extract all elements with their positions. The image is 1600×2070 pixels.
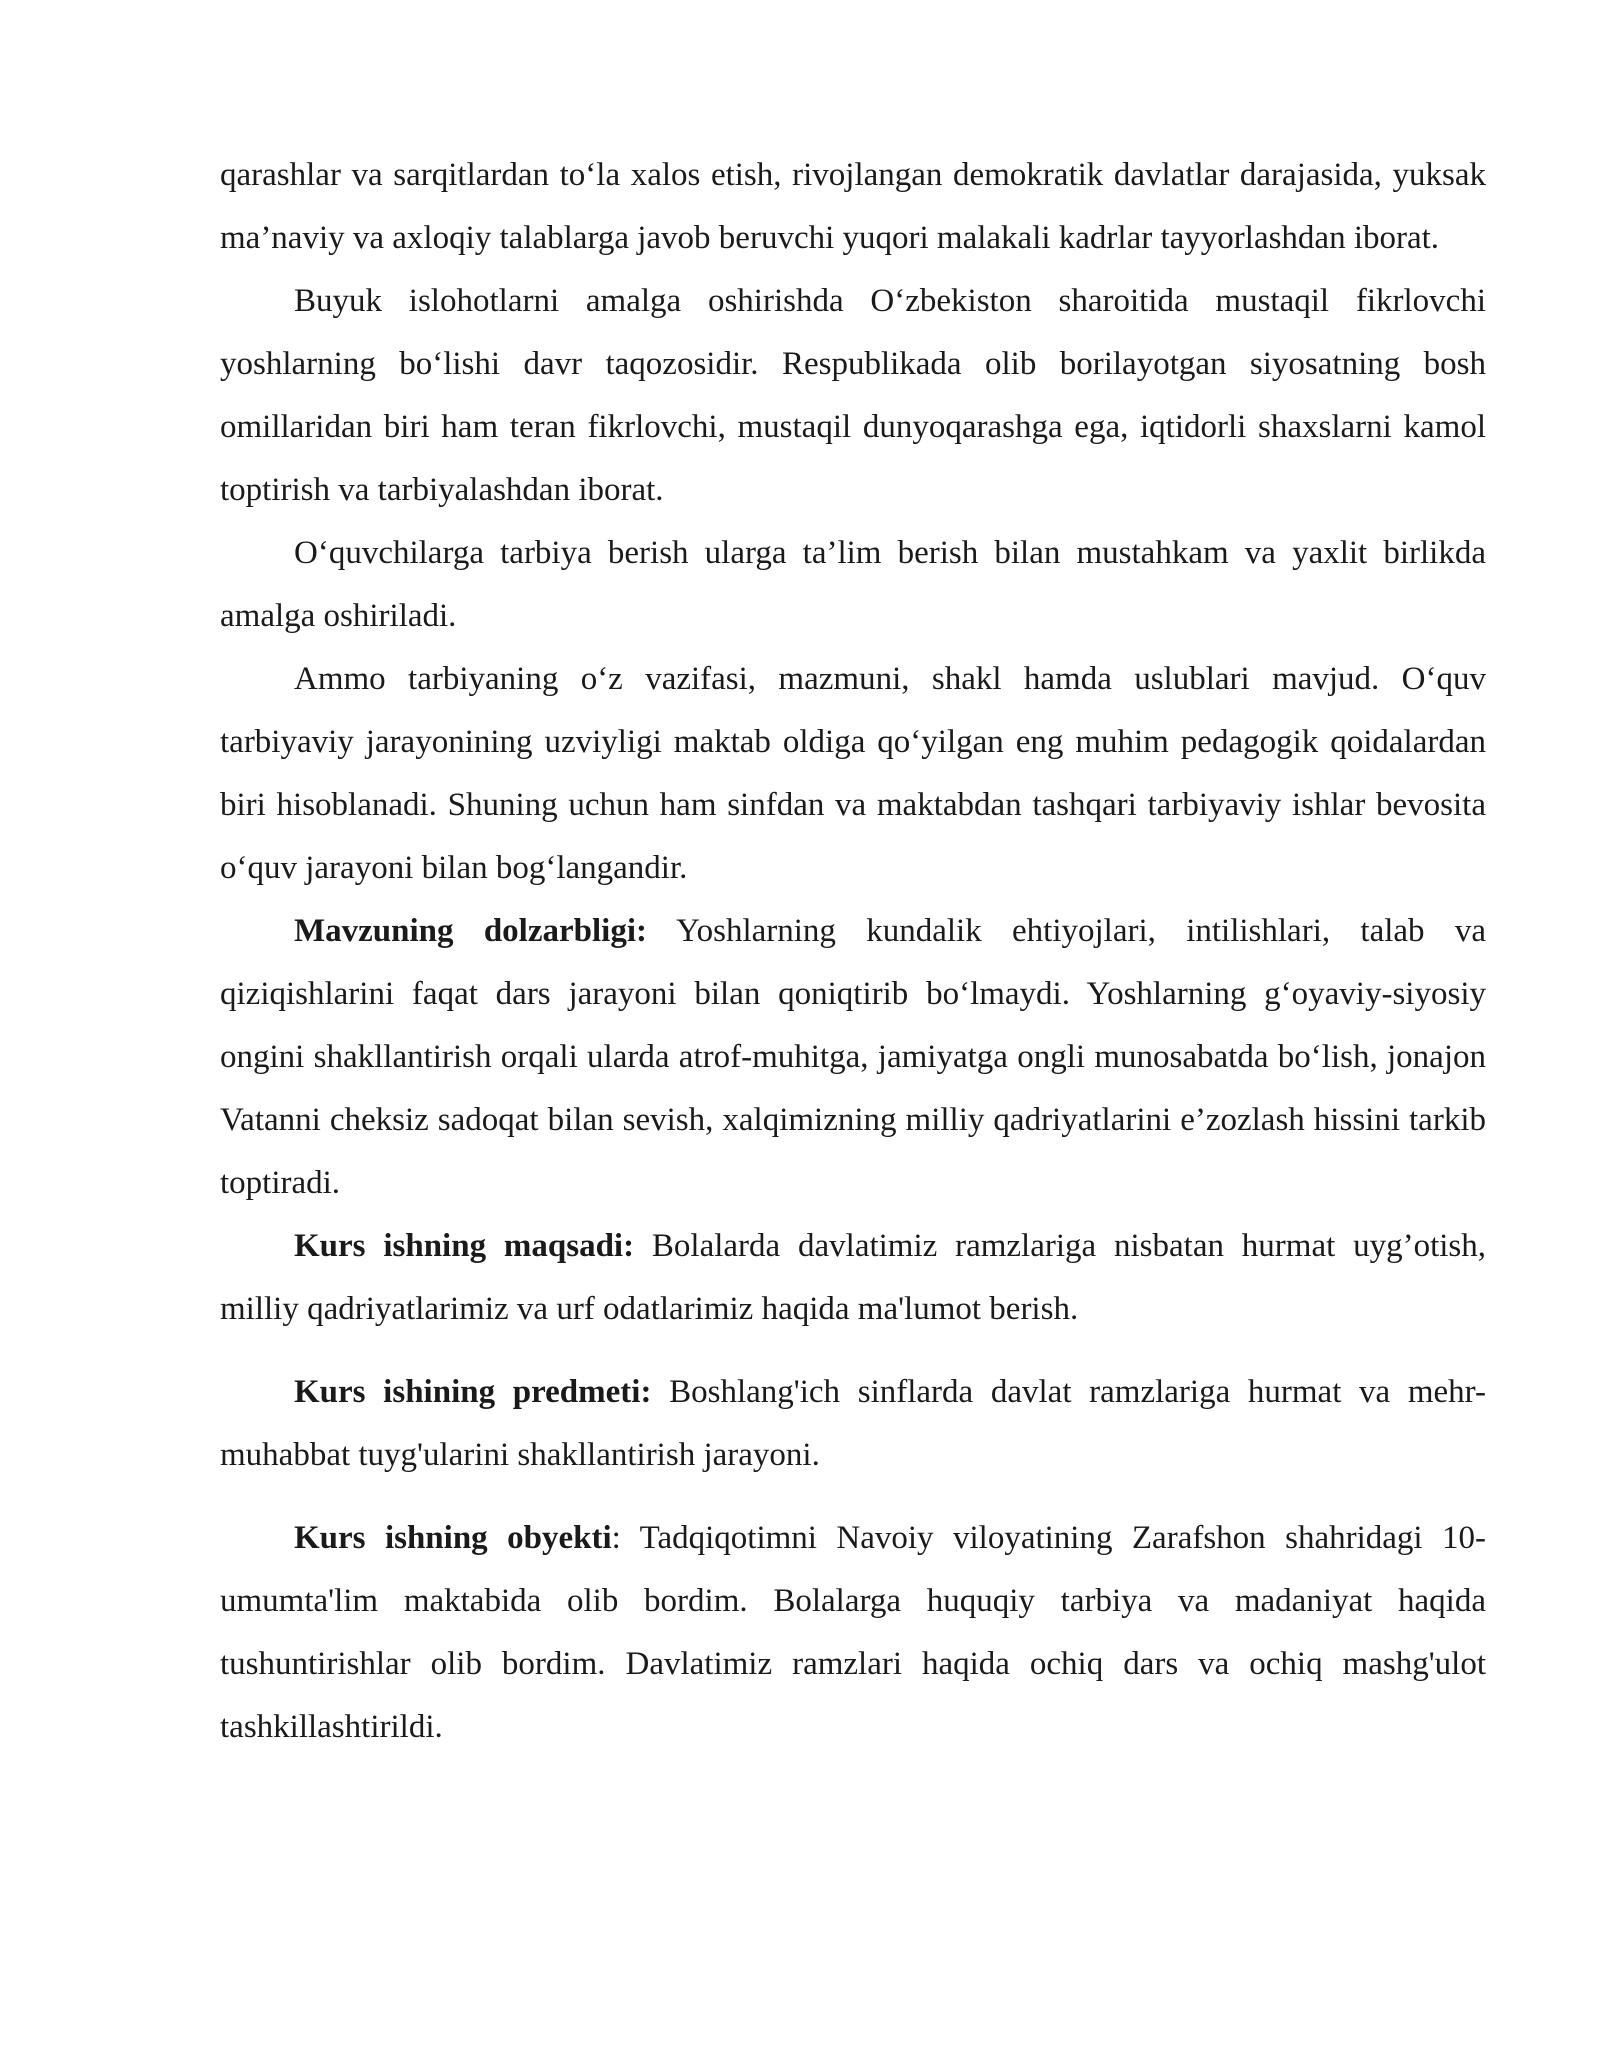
paragraph-relevance [220, 900, 1486, 1215]
paragraph-upbringing [220, 648, 1486, 900]
paragraph-continuation [220, 144, 1486, 270]
paragraph-heading: Kurs ishning maqsadi: [294, 1228, 635, 1264]
paragraph-object [220, 1507, 1486, 1759]
paragraph-text: Ammo tarbiyaning o‘z vazifasi, mazmuni, shakl hamda uslublari mavjud. O‘quv tarbiyaviy jarayonining uzviyligi maktab oldiga qo‘yilgan eng muhim pedagogik qoidalardan biri hisoblanadi. Shuning uchun ham sinfdan va maktabdan tashqari tarbiyaviy ishlar bevosita o‘quv jarayoni bilan bog‘langandir. [220, 661, 1486, 886]
paragraph-text: Bolalarda davlatimiz ramzlariga nisbatan hurmat uyg’otish, milliy qadriyatlarimiz va urf odatlarimiz haqida ma'lumot berish. [220, 1228, 1487, 1327]
body-text [220, 144, 1486, 1759]
paragraph-text: Buyuk islohotlarni amalga oshirishda O‘zbekiston sharoitida mustaqil fikrlovchi yoshlarning bo‘lishi davr taqozosidir. Respublikada olib borilayotgan siyosatning bosh omillaridan biri ham teran fikrlovchi, mustaqil dunyoqarashga ega, iqtidorli shaxslarni kamol toptirish va tarbiyalashdan iborat. [220, 283, 1486, 508]
paragraph-text: : Tadqiqotimni Navoiy viloyatining Zarafshon shahridagi 10-umumta'lim maktabida olib bordim. Bolalarga huquqiy tarbiya va madaniyat haqida tushuntirishlar olib bordim. Davlatimiz ramzlari haqida ochiq dars va ochiq mashg'ulot tashkillashtirildi. [220, 1520, 1486, 1745]
paragraph-text: Yoshlarning kundalik ehtiyojlari, intilishlari, talab va qiziqishlarini faqat dars jarayoni bilan qoniqtirib bo‘lmaydi. Yoshlarning g‘oyaviy-siyosiy ongini shakllantirish orqali ularda atrof-muhitga, jamiyatga ongli munosabatda bo‘lish, jonajon Vatanni cheksiz sadoqat bilan sevish, xalqimizning milliy qadriyatlarini e’zozlash hissini tarkib toptiradi. [220, 913, 1486, 1201]
paragraph-text: Boshlang'ich sinflarda davlat ramzlariga hurmat va mehr-muhabbat tuyg'ularini shakllantirish jarayoni. [220, 1374, 1486, 1473]
paragraph-reforms [220, 270, 1486, 522]
paragraph-heading: Kurs ishning obyekti [294, 1520, 612, 1556]
paragraph-text: qarashlar va sarqitlardan to‘la xalos etish, rivojlangan demokratik davlatlar darajasida, yuksak ma’naviy va axloqiy talablarga javob beruvchi yuqori malakali kadrlar tayyorlashdan iborat. [220, 157, 1486, 256]
paragraph-subject [220, 1361, 1486, 1487]
paragraph-education [220, 522, 1486, 648]
paragraph-goal [220, 1215, 1486, 1341]
paragraph-text: O‘quvchilarga tarbiya berish ularga ta’lim berish bilan mustahkam va yaxlit birlikda amalga oshiriladi. [220, 535, 1486, 634]
paragraph-heading: Kurs ishining predmeti: [294, 1374, 652, 1410]
paragraph-heading: Mavzuning dolzarbligi: [294, 913, 647, 949]
